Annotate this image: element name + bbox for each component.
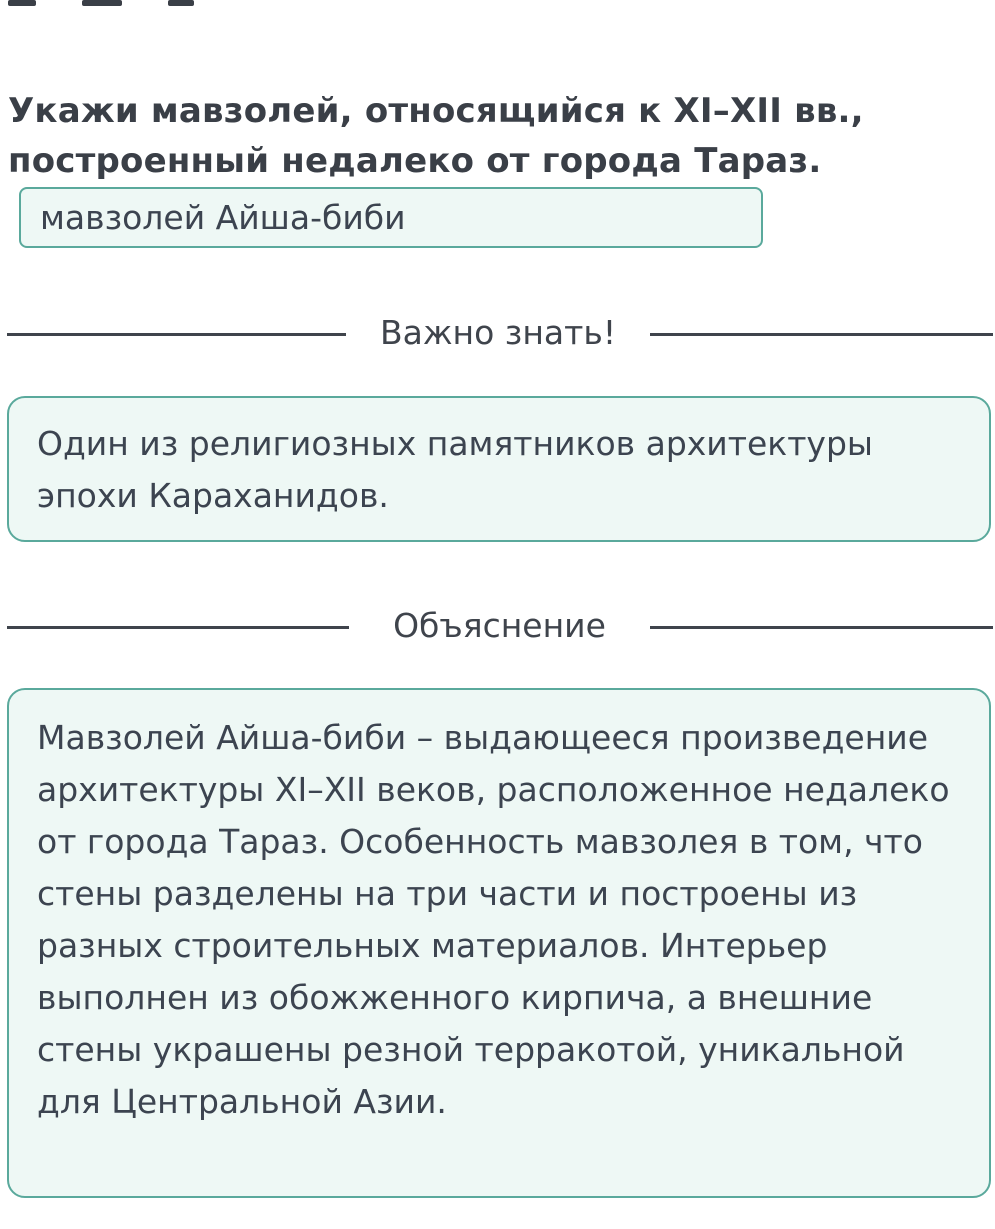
important-text: Один из религиозных памятников архитектуры эпохи Караханидов. xyxy=(37,424,873,515)
answer-option[interactable]: мавзолей Айша-биби xyxy=(19,187,763,248)
explanation-heading: Объяснение xyxy=(393,606,606,645)
explanation-divider xyxy=(0,606,995,646)
explanation-text: Мавзолей Айша-биби – выдающееся произведение архитектуры XI–XII веков, расположенное недалеко от города Тараз. Особенность мавзолея в том, что стены разделены на три части и построены из разных строительных материалов. Интерьер выполнен из обожженного кирпича, а внешние стены украшены резной терракотой, уникальной для Центральной Азии. xyxy=(37,718,950,1121)
explanation-box xyxy=(7,688,991,1198)
divider-line-left xyxy=(7,626,349,629)
important-box xyxy=(7,396,991,542)
divider-line-right xyxy=(650,333,993,336)
divider-line-right xyxy=(650,626,993,629)
previous-text-fragment xyxy=(8,0,198,6)
important-heading: Важно знать! xyxy=(379,313,617,352)
question-text: Укажи мавзолей, относящийся к XI–XII вв., построенный недалеко от города Тараз. xyxy=(8,91,864,181)
divider-line-left xyxy=(7,333,346,336)
important-divider xyxy=(0,313,995,353)
